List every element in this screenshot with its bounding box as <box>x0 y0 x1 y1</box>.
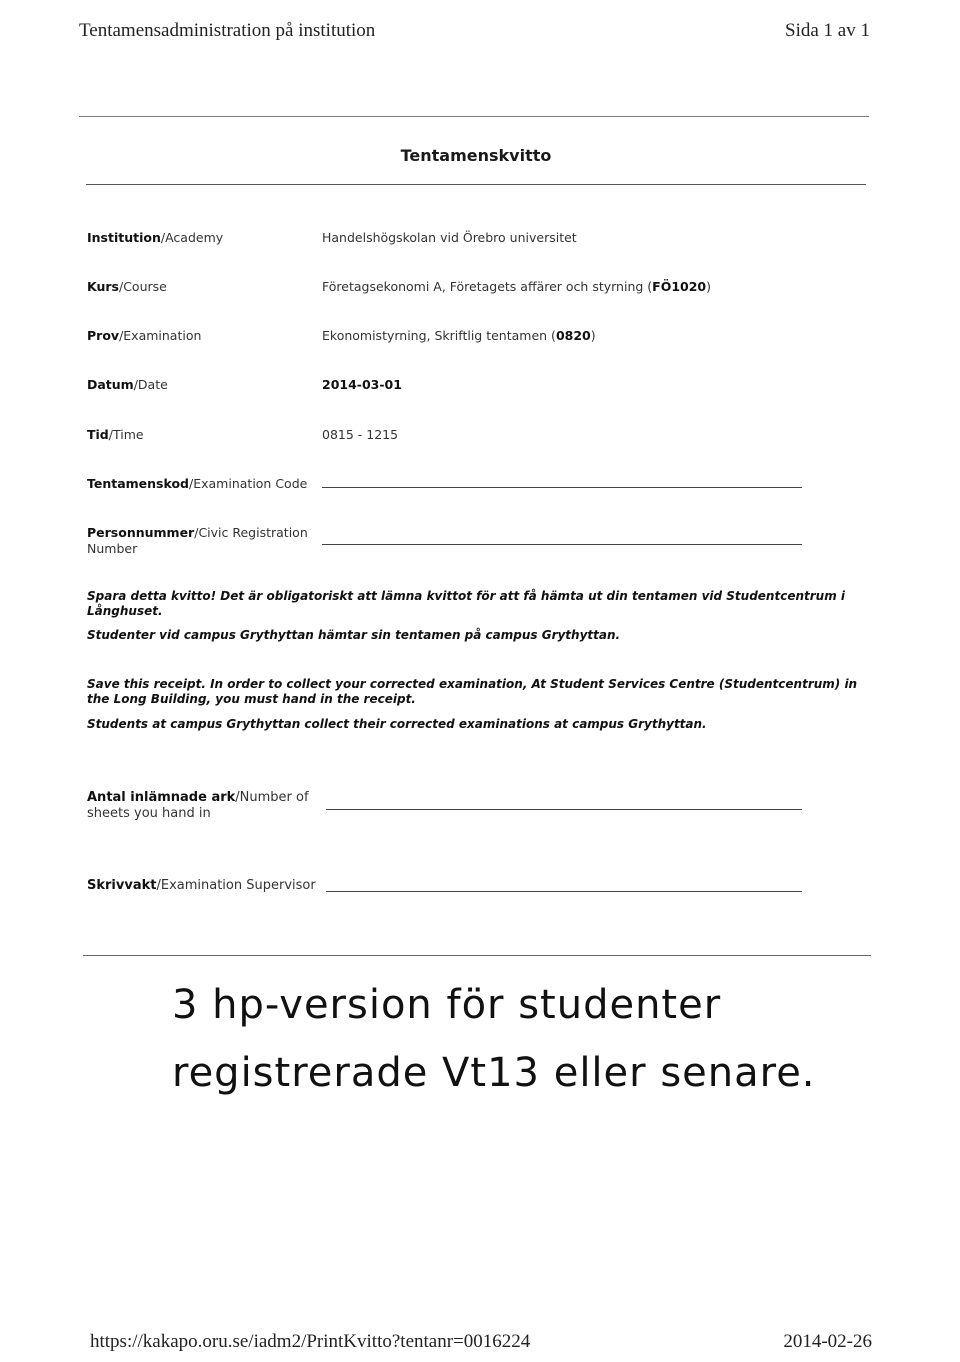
footer-url: https://kakapo.oru.se/iadm2/PrintKvitto?tentanr=0016224 <box>90 1331 531 1352</box>
time-value: 0815 - 1215 <box>322 427 399 442</box>
sheets-field[interactable] <box>326 809 802 810</box>
exam-code-label: Tentamenskod/Examination Code <box>87 476 308 491</box>
receipt-title: Tentamenskvitto <box>400 146 552 165</box>
notice-sv-1: Spara detta kvitto! Det är obligatoriskt att lämna kvittot för att få hämta ut din tentamen vid Studentcentrum i Långhuset. <box>87 589 845 618</box>
institution-label: Institution/Academy <box>87 230 224 245</box>
notice-en-1: Save this receipt. In order to collect your corrected examination, At Student Services Centre (Studentcentrum) in the Long Building, you must hand in the receipt. <box>87 677 858 706</box>
course-label: Kurs/Course <box>87 279 167 294</box>
exam-label: Prov/Examination <box>87 328 202 343</box>
footer-date: 2014-02-26 <box>783 1331 872 1352</box>
institution-value: Handelshögskolan vid Örebro universitet <box>322 230 577 245</box>
civic-reg-label: Personnummer/Civic Registration Number <box>87 525 308 556</box>
handwritten-note-line2: registrerade Vt13 eller senare. <box>172 1050 816 1096</box>
date-label: Datum/Date <box>87 377 168 392</box>
title-divider <box>86 184 866 185</box>
date-value: 2014-03-01 <box>322 377 402 392</box>
header-title: Tentamensadministration på institution <box>79 20 376 41</box>
civic-reg-field[interactable] <box>322 544 802 545</box>
handwritten-note-line1: 3 hp-version för studenter <box>172 982 722 1028</box>
exam-value: Ekonomistyrning, Skriftlig tentamen (0820) <box>322 328 596 343</box>
course-value: Företagsekonomi A, Företagets affärer och styrning (FÖ1020) <box>322 279 712 294</box>
sheets-label: Antal inlämnade ark/Number of sheets you hand in <box>87 790 309 821</box>
bottom-divider <box>83 955 871 956</box>
notice-en-2: Students at campus Grythyttan collect their corrected examinations at campus Grythyttan. <box>87 717 707 731</box>
header-divider <box>79 116 869 117</box>
notice-sv-2: Studenter vid campus Grythyttan hämtar sin tentamen på campus Grythyttan. <box>87 628 621 642</box>
exam-code-field[interactable] <box>322 487 802 488</box>
supervisor-label: Skrivvakt/Examination Supervisor <box>87 878 316 893</box>
page-indicator: Sida 1 av 1 <box>785 20 870 41</box>
supervisor-field[interactable] <box>326 891 802 892</box>
time-label: Tid/Time <box>87 427 144 442</box>
